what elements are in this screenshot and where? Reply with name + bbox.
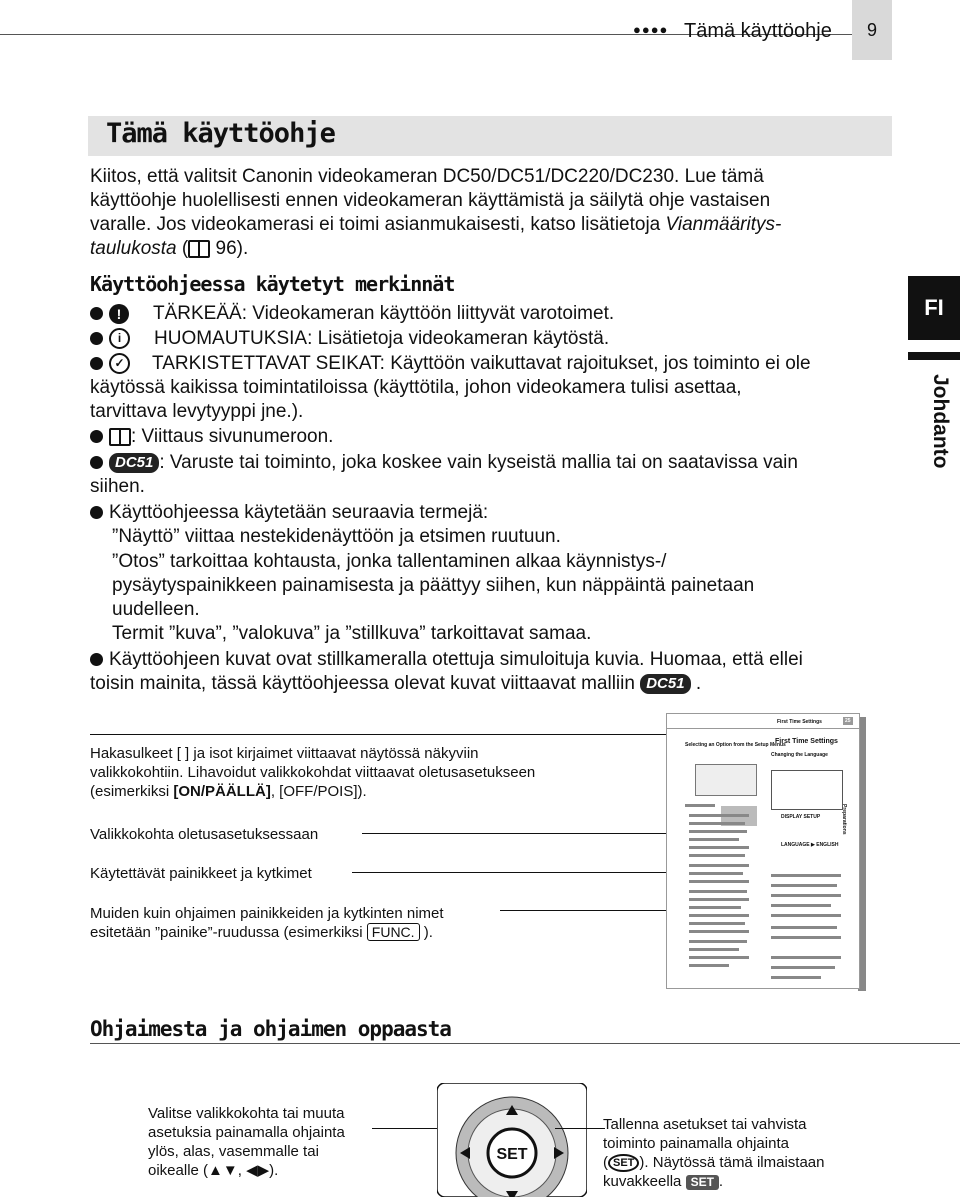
bullet-icon bbox=[90, 357, 103, 370]
intro-ref: 96). bbox=[215, 238, 249, 259]
thumb-rule bbox=[667, 728, 859, 729]
thumb-text-line bbox=[689, 830, 747, 833]
thumb-text-line bbox=[771, 914, 841, 917]
mark-pageref-text: : Viittaus sivunumeroon. bbox=[131, 426, 334, 447]
leader-line bbox=[352, 872, 692, 873]
set-button-icon: SET bbox=[608, 1154, 639, 1172]
thumb-text-line bbox=[771, 976, 821, 979]
thumb-text-line bbox=[689, 890, 747, 893]
callout-default: Valikkokohta oletusasetuksessaan bbox=[90, 826, 319, 843]
mark-dc51-l1: : Varuste tai toiminto, joka koskee vain kyseistä mallia tai on saatavissa vain bbox=[159, 452, 798, 473]
right-l4-text: kuvakkeella bbox=[603, 1173, 682, 1191]
mark-dc51 bbox=[90, 451, 890, 475]
bullet-icon bbox=[90, 653, 103, 666]
thumb-text-line bbox=[689, 838, 739, 841]
important-icon: ! bbox=[109, 304, 129, 324]
thumb-header: First Time Settings bbox=[777, 719, 822, 725]
right-l1: Tallenna asetukset tai vahvista bbox=[603, 1116, 807, 1133]
mark-checks-l3: tarvittava levytyyppi jne.). bbox=[90, 401, 304, 422]
intro-line-3-text: varalle. Jos videokamerasi ei toimi asianmukaisesti, katso lisätietoja bbox=[90, 214, 661, 235]
page-title: Tämä käyttöohje bbox=[106, 118, 335, 149]
dc51-badge-icon: DC51 bbox=[109, 453, 159, 473]
bullet-icon bbox=[90, 307, 103, 320]
mark-checks bbox=[90, 352, 890, 376]
header-dots: ●●●● bbox=[633, 22, 669, 37]
thumb-text-line bbox=[689, 872, 743, 875]
joystick-icon bbox=[437, 1083, 587, 1197]
right-l3b: ). Näytössä tämä ilmaistaan bbox=[639, 1154, 825, 1171]
leader-line bbox=[362, 833, 692, 834]
thumb-text-line bbox=[689, 914, 749, 917]
left-l4c: ). bbox=[269, 1162, 279, 1179]
thumb-screen-image bbox=[695, 764, 757, 796]
mark-images-l2: toisin mainita, tässä käyttöohjeessa olevat kuvat viittaavat malliin DC51 . bbox=[90, 673, 702, 694]
page-number: 9 bbox=[852, 0, 892, 60]
set-badge-icon: SET bbox=[686, 1175, 719, 1190]
marks-list bbox=[90, 302, 890, 696]
right-l4 bbox=[603, 1172, 863, 1191]
thumb-text-line bbox=[771, 926, 837, 929]
mark-checks-l2: käytössä kaikissa toimintatiloissa (käyttötila, johon videokamera tulisi asettaa, bbox=[90, 377, 742, 398]
term-2-l2: pysäytyspainikkeen painamisesta ja päättyy siihen, kun näppäintä painetaan bbox=[112, 575, 755, 596]
left-l4b: , bbox=[237, 1162, 242, 1179]
left-l4a: oikealle ( bbox=[148, 1162, 209, 1179]
mark-images-l2-text: toisin mainita, tässä käyttöohjeessa olevat kuvat viittaavat malliin bbox=[90, 673, 635, 694]
thumb-text-line bbox=[771, 904, 831, 907]
callout-brackets-bold: [ON/PÄÄLLÄ] bbox=[173, 783, 271, 800]
callout-brackets-l1: Hakasulkeet [ ] ja isot kirjaimet viittaavat näytössä näkyviin bbox=[90, 745, 479, 762]
callout-brackets bbox=[90, 744, 650, 801]
mark-notes-text: HUOMAUTUKSIA: Lisätietoja videokameran käytöstä. bbox=[154, 328, 610, 349]
header-title: Tämä käyttöohje bbox=[684, 20, 832, 42]
left-l2: asetuksia painamalla ohjainta bbox=[148, 1124, 345, 1141]
mark-terms bbox=[90, 501, 890, 525]
bullet-icon bbox=[90, 506, 103, 519]
thumb-side-text: Preparations bbox=[841, 804, 847, 835]
thumb-text-line bbox=[689, 864, 749, 867]
thumb-text-line bbox=[771, 936, 841, 939]
thumb-text-line bbox=[685, 804, 715, 807]
leader-line bbox=[555, 1128, 605, 1129]
right-l3 bbox=[603, 1153, 863, 1172]
callout-other-l1: Muiden kuin ohjaimen painikkeiden ja kytkinten nimet bbox=[90, 905, 444, 922]
thumb-text-line bbox=[771, 884, 837, 887]
callout-brackets-l3 bbox=[90, 782, 650, 801]
callout-other-end: ). bbox=[423, 924, 433, 941]
mark-checks-l1: TARKISTETTAVAT SEIKAT: Käyttöön vaikuttavat rajoitukset, jos toiminto ei ole bbox=[152, 353, 811, 374]
marks-heading: Käyttöohjeessa käytetyt merkinnät bbox=[90, 272, 455, 296]
thumb-text-line bbox=[689, 956, 749, 959]
intro-italic-2: taulukosta bbox=[90, 238, 177, 259]
thumb-text-line bbox=[689, 854, 745, 857]
thumb-left-heading: Selecting an Option from the Setup Menus bbox=[685, 742, 786, 748]
intro-line-3 bbox=[90, 213, 890, 237]
up-down-arrows-icon: ▲▼ bbox=[208, 1162, 238, 1179]
dc51-badge-icon: DC51 bbox=[640, 674, 690, 694]
mark-terms-intro: Käyttöohjeessa käytetään seuraavia termejä: bbox=[109, 502, 489, 523]
right-l4-end: . bbox=[718, 1173, 724, 1191]
thumb-text-line bbox=[689, 964, 729, 967]
book-icon bbox=[188, 240, 210, 258]
mark-notes bbox=[90, 327, 890, 351]
term-3: Termit ”kuva”, ”valokuva” ja ”stillkuva” tarkoittavat samaa. bbox=[112, 623, 592, 644]
thumb-text-line bbox=[689, 940, 747, 943]
info-icon: i bbox=[109, 328, 130, 349]
thumb-text-line bbox=[689, 906, 741, 909]
side-bar bbox=[908, 352, 960, 360]
callout-other bbox=[90, 904, 570, 942]
thumb-lang-item: LANGUAGE ▶ ENGLISH bbox=[781, 842, 839, 848]
joystick-right-text bbox=[603, 1115, 863, 1191]
thumb-right-heading: First Time Settings bbox=[775, 738, 838, 745]
callout-brackets-l2: valikkokohtiin. Lihavoidut valikkokohdat viittaavat oletusasetukseen bbox=[90, 764, 536, 781]
thumb-text-line bbox=[689, 930, 749, 933]
callout-other-l2-text: esitetään ”painike”-ruudussa (esimerkiksi bbox=[90, 924, 363, 941]
left-l3: ylös, alas, vasemmalle tai bbox=[148, 1143, 319, 1160]
thumb-text-line bbox=[689, 814, 749, 817]
intro-line-4: taulukosta ( 96). bbox=[90, 238, 249, 259]
bullet-icon bbox=[90, 456, 103, 469]
mark-images-l1: Käyttöohjeen kuvat ovat stillkameralla otettuja simuloituja kuvia. Huomaa, että ellei bbox=[109, 649, 803, 670]
checkmark-icon: ✓ bbox=[109, 353, 130, 374]
section2-heading: Ohjaimesta ja ohjaimen oppaasta bbox=[90, 1017, 451, 1041]
right-l3a: ( bbox=[603, 1154, 608, 1171]
manual-page-thumbnail bbox=[666, 713, 860, 989]
intro-italic: Vianmääritys- bbox=[665, 214, 782, 235]
joystick-set-label: SET bbox=[496, 1146, 528, 1163]
thumb-text-line bbox=[689, 846, 749, 849]
term-1: ”Näyttö” viittaa nestekidenäyttöön ja etsimen ruutuun. bbox=[112, 526, 561, 547]
thumb-text-line bbox=[771, 874, 841, 877]
thumb-page: 25 bbox=[845, 718, 851, 724]
thumb-text-line bbox=[689, 880, 749, 883]
thumb-text-line bbox=[771, 956, 841, 959]
thumb-language-table bbox=[771, 770, 843, 810]
callout-other-l2 bbox=[90, 923, 570, 942]
mark-important bbox=[90, 302, 890, 326]
left-right-arrows-icon: ◀▶ bbox=[246, 1162, 270, 1179]
mark-dc51-l2: siihen. bbox=[90, 476, 145, 497]
intro-line-1: Kiitos, että valitsit Canonin videokameran DC50/DC51/DC220/DC230. Lue tämä bbox=[90, 166, 764, 187]
leader-line bbox=[500, 910, 692, 911]
term-2-l1: ”Otos” tarkoittaa kohtausta, jonka tallentaminen alkaa käynnistys-/ bbox=[112, 551, 667, 572]
thumb-text-line bbox=[689, 822, 745, 825]
func-button-icon: FUNC. bbox=[367, 923, 420, 941]
section-label-text: Johdanto bbox=[929, 374, 952, 469]
bullet-icon bbox=[90, 332, 103, 345]
joystick-left-text bbox=[148, 1104, 388, 1180]
callout-brackets-l3a: (esimerkiksi bbox=[90, 783, 170, 800]
thumb-text-line bbox=[689, 922, 745, 925]
book-icon bbox=[109, 428, 131, 446]
section-label bbox=[904, 374, 960, 494]
leader-line bbox=[90, 734, 690, 735]
callout-brackets-l3c: , [OFF/POIS]). bbox=[270, 783, 367, 800]
right-l2: toiminto painamalla ohjainta bbox=[603, 1135, 789, 1152]
term-2-l3: uudelleen. bbox=[112, 599, 200, 620]
intro-line-2: käyttöohje huolellisesti ennen videokameran käyttämistä ja säilytä ohje vastaisen bbox=[90, 190, 771, 211]
thumb-text-line bbox=[689, 898, 749, 901]
thumb-text-line bbox=[689, 948, 739, 951]
left-l1: Valitse valikkokohta tai muuta bbox=[148, 1105, 345, 1122]
bullet-icon bbox=[90, 430, 103, 443]
mark-pageref bbox=[90, 425, 890, 449]
mark-important-text: TÄRKEÄÄ: Videokameran käyttöön liittyvät varotoimet. bbox=[153, 303, 615, 324]
section2-rule bbox=[90, 1043, 960, 1044]
left-l4 bbox=[148, 1161, 388, 1180]
intro-paragraph bbox=[90, 165, 890, 261]
callout-buttons: Käytettävät painikkeet ja kytkimet bbox=[90, 865, 312, 882]
thumb-menu-item: DISPLAY SETUP bbox=[781, 814, 821, 820]
thumb-right-sub: Changing the Language bbox=[771, 752, 828, 758]
language-tab: FI bbox=[908, 276, 960, 340]
thumb-text-line bbox=[771, 894, 841, 897]
thumb-text-line bbox=[771, 966, 835, 969]
mark-images bbox=[90, 648, 890, 672]
